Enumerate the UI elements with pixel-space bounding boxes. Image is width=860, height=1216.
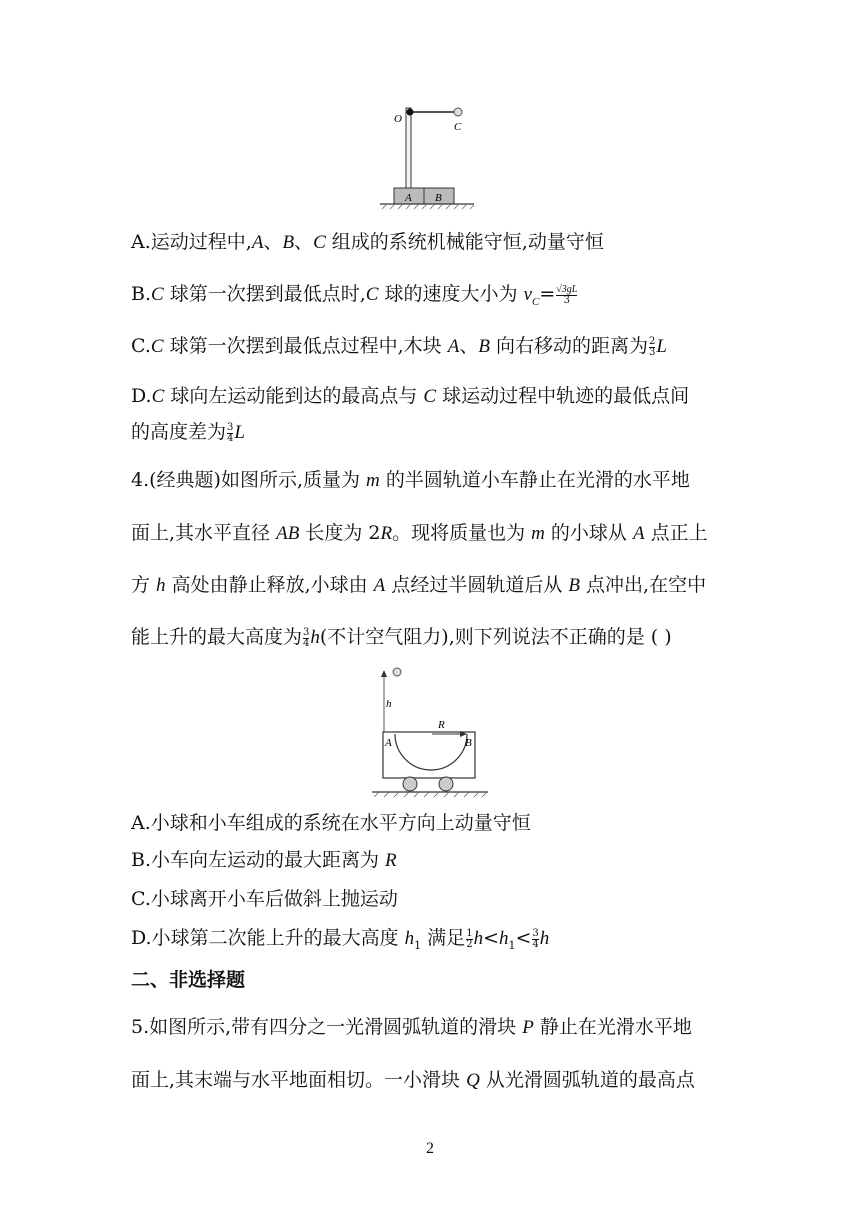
fig1-label-o: O [394, 113, 402, 125]
q4-stem-line3: 方 h 高处由静止释放,小球由 A 点经过半圆轨道后从 B 点冲出,在空中 [131, 574, 707, 596]
fraction: $\frac{√3gL}{3}$ [556, 283, 578, 306]
section-heading: 二、非选择题 [131, 969, 246, 991]
fig1-label-a: A [405, 192, 412, 204]
q4-stem-line1: 4.(经典题)如图所示,质量为 m 的半圆轨道小车静止在光滑的水平地 [131, 469, 690, 491]
fig2-label-a: A [385, 737, 392, 749]
fraction: $\frac{3}{4}$ [532, 927, 539, 950]
q3-option-d-line1: D.C 球向左运动能到达的最高点与 C 球运动过程中轨迹的最低点间 [131, 385, 690, 407]
q4-option-b: B.小车向左运动的最大距离为 R [131, 849, 397, 871]
q4-stem-line4: 能上升的最大高度为 $\frac{3}{4}$ h(不计空气阻力),则下列说法不正确的是 ( ) [131, 626, 672, 649]
q3-option-b: B.C 球第一次摆到最低点时,C 球的速度大小为 $v_C=$ $\frac{√3gL}{3}$ [131, 283, 578, 308]
fraction: $\frac{2}{3}$ [649, 335, 656, 358]
fig1-label-b: B [435, 192, 442, 204]
fig2-label-b: B [465, 737, 472, 749]
q4-stem-line2: 面上,其水平直径 AB 长度为 2R。现将质量也为 m 的小球从 A 点正上 [131, 522, 708, 544]
cart-figure [366, 662, 492, 802]
page-number: 2 [426, 1140, 434, 1157]
q3-option-c: C.C 球第一次摆到最低点过程中,木块 A、B 向右移动的距离为 $\frac{2}{3}$ L [131, 335, 667, 358]
fig2-label-h: h [386, 698, 392, 710]
q5-stem-line1: 5.如图所示,带有四分之一光滑圆弧轨道的滑块 P 静止在光滑水平地 [131, 1016, 692, 1038]
fraction: $\frac{1}{2}$ [466, 927, 473, 950]
fig2-label-r: R [438, 719, 445, 731]
q4-option-c: C.小球离开小车后做斜上抛运动 [131, 888, 398, 910]
q4-option-d: D.小球第二次能上升的最大高度 $h_1$ 满足 $\frac{1}{2}$ $h<h_1<$ $\frac{3}{4}$ h [131, 927, 550, 952]
q3-option-a: A.运动过程中,A、B、C 组成的系统机械能守恒,动量守恒 [131, 231, 604, 253]
fraction: $\frac{3}{4}$ [303, 626, 310, 649]
q3-option-d-line2: 的高度差为 $\frac{3}{4}$ L [131, 421, 245, 444]
fig1-label-c: C [454, 121, 462, 133]
fraction: $\frac{3}{4}$ [227, 421, 234, 444]
q4-option-a: A.小球和小车组成的系统在水平方向上动量守恒 [131, 812, 531, 834]
q5-stem-line2: 面上,其末端与水平地面相切。一小滑块 Q 从光滑圆弧轨道的最高点 [131, 1069, 695, 1091]
pendulum-figure [378, 96, 478, 216]
